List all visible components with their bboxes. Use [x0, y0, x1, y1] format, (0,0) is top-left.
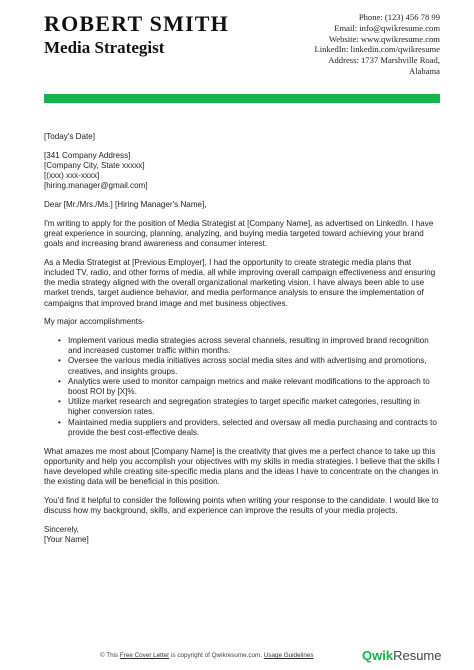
- closing: Sincerely,: [44, 524, 79, 534]
- recipient-line: [341 Company Address]: [44, 150, 131, 160]
- recipient-line: [hiring.manager@gmail.com]: [44, 181, 148, 191]
- bullet-icon: •: [58, 356, 61, 366]
- paragraph-intro: I'm writing to apply for the position of Media Strategist at [Company Name], as advertised on LinkedIn. I have great experience in sourcing, planning, analyzing, and buying media targeted toward achieving your brand goals and increasing brand awareness and consumer interest.: [44, 218, 434, 249]
- footer-copyright: © This Free Cover Letter is copyright of Qwikresume.com. Usage Guidelines: [100, 652, 314, 659]
- accomplishments-list: [58, 336, 440, 438]
- recipient-address: [44, 151, 440, 192]
- contact-block: [240, 12, 440, 77]
- list-item: • Maintained media suppliers and providers, selected and oversaw all media purchasing and contracts to provide the best cost-effective deals.: [58, 417, 437, 437]
- contact-address-line1: Address: 1737 Marshville Road,: [328, 55, 440, 66]
- list-item: • Utilize market research and segregation strategies to target specific market categories, resulting in higher conversion rates.: [58, 397, 420, 417]
- paragraph-closing: You'd find it helpful to consider the following points when writing your response to the candidate. I would like to discuss how my background, skills, and experience can improve the results of your media projects.: [44, 495, 439, 516]
- usage-guidelines-link[interactable]: Usage Guidelines: [263, 652, 314, 659]
- letter-body: [44, 132, 440, 545]
- contact-linkedin: LinkedIn: linkedin.com/qwikresume: [314, 44, 440, 55]
- recipient-line: [(xxx) xxx-xxxx]: [44, 171, 100, 181]
- contact-website: Website: www.qwikresume.com: [328, 33, 440, 44]
- letter-date: [Today's Date]: [44, 132, 96, 141]
- paragraph-company: What amazes me most about [Company Name] is the creativity that gives me a perfect chance to take up this opportunity and help you accomplish your objectives with my skills in media strategies. I believe that the skills I have developed while creating site-specific media plans and the ideas I have to concentrate on the changes in the existing data will be beneficial in this position.: [44, 446, 440, 487]
- bullet-icon: •: [58, 376, 61, 386]
- applicant-name: ROBERT SMITH: [44, 11, 229, 36]
- free-cover-letter-link[interactable]: Free Cover Letter: [119, 652, 170, 659]
- contact-address-line2: Alabama: [408, 65, 440, 76]
- list-item: • Oversee the various media initiatives across social media sites and with advertising and promotions, creatives, and insights groups.: [58, 356, 427, 376]
- job-title: Media Strategist: [44, 38, 165, 57]
- signature: [Your Name]: [44, 535, 89, 544]
- footer: [0, 644, 474, 670]
- bullet-icon: •: [58, 397, 61, 407]
- header-divider: [44, 94, 440, 103]
- list-item: • Analytics were used to monitor campaign metrics and make relevant modifications to the approach to boost ROI by [X]%.: [58, 376, 430, 397]
- list-item: • Implement various media strategies across several channels, resulting in improved brand recognition and increased customer traffic within months.: [58, 336, 429, 356]
- contact-email: Email: info@qwikresume.com: [334, 22, 440, 33]
- bullet-icon: •: [58, 417, 61, 427]
- bullet-icon: •: [58, 336, 61, 346]
- recipient-line: [Company City, State xxxxx]: [44, 160, 145, 170]
- paragraph-experience: As a Media Strategist at [Previous Employer], I had the opportunity to create strategic media plans that included TV, radio, and other forms of media, all while improving overall campaign effectiveness and ensuring the media strategy aligned with the overall organizational marketing vision. I have always been able to use market trends, target audience behavior, and media performance analysis to ensure the implementation of campaigns that improved brand image and met business objectives.: [44, 257, 436, 308]
- contact-phone: Phone: (123) 456 78 99: [358, 12, 440, 22]
- accomplishments-intro: My major accomplishments-: [44, 317, 145, 327]
- salutation: Dear [Mr./Mrs./Ms.] [Hiring Manager's Name],: [44, 200, 207, 210]
- qwikresume-logo: QwikResume: [362, 648, 442, 663]
